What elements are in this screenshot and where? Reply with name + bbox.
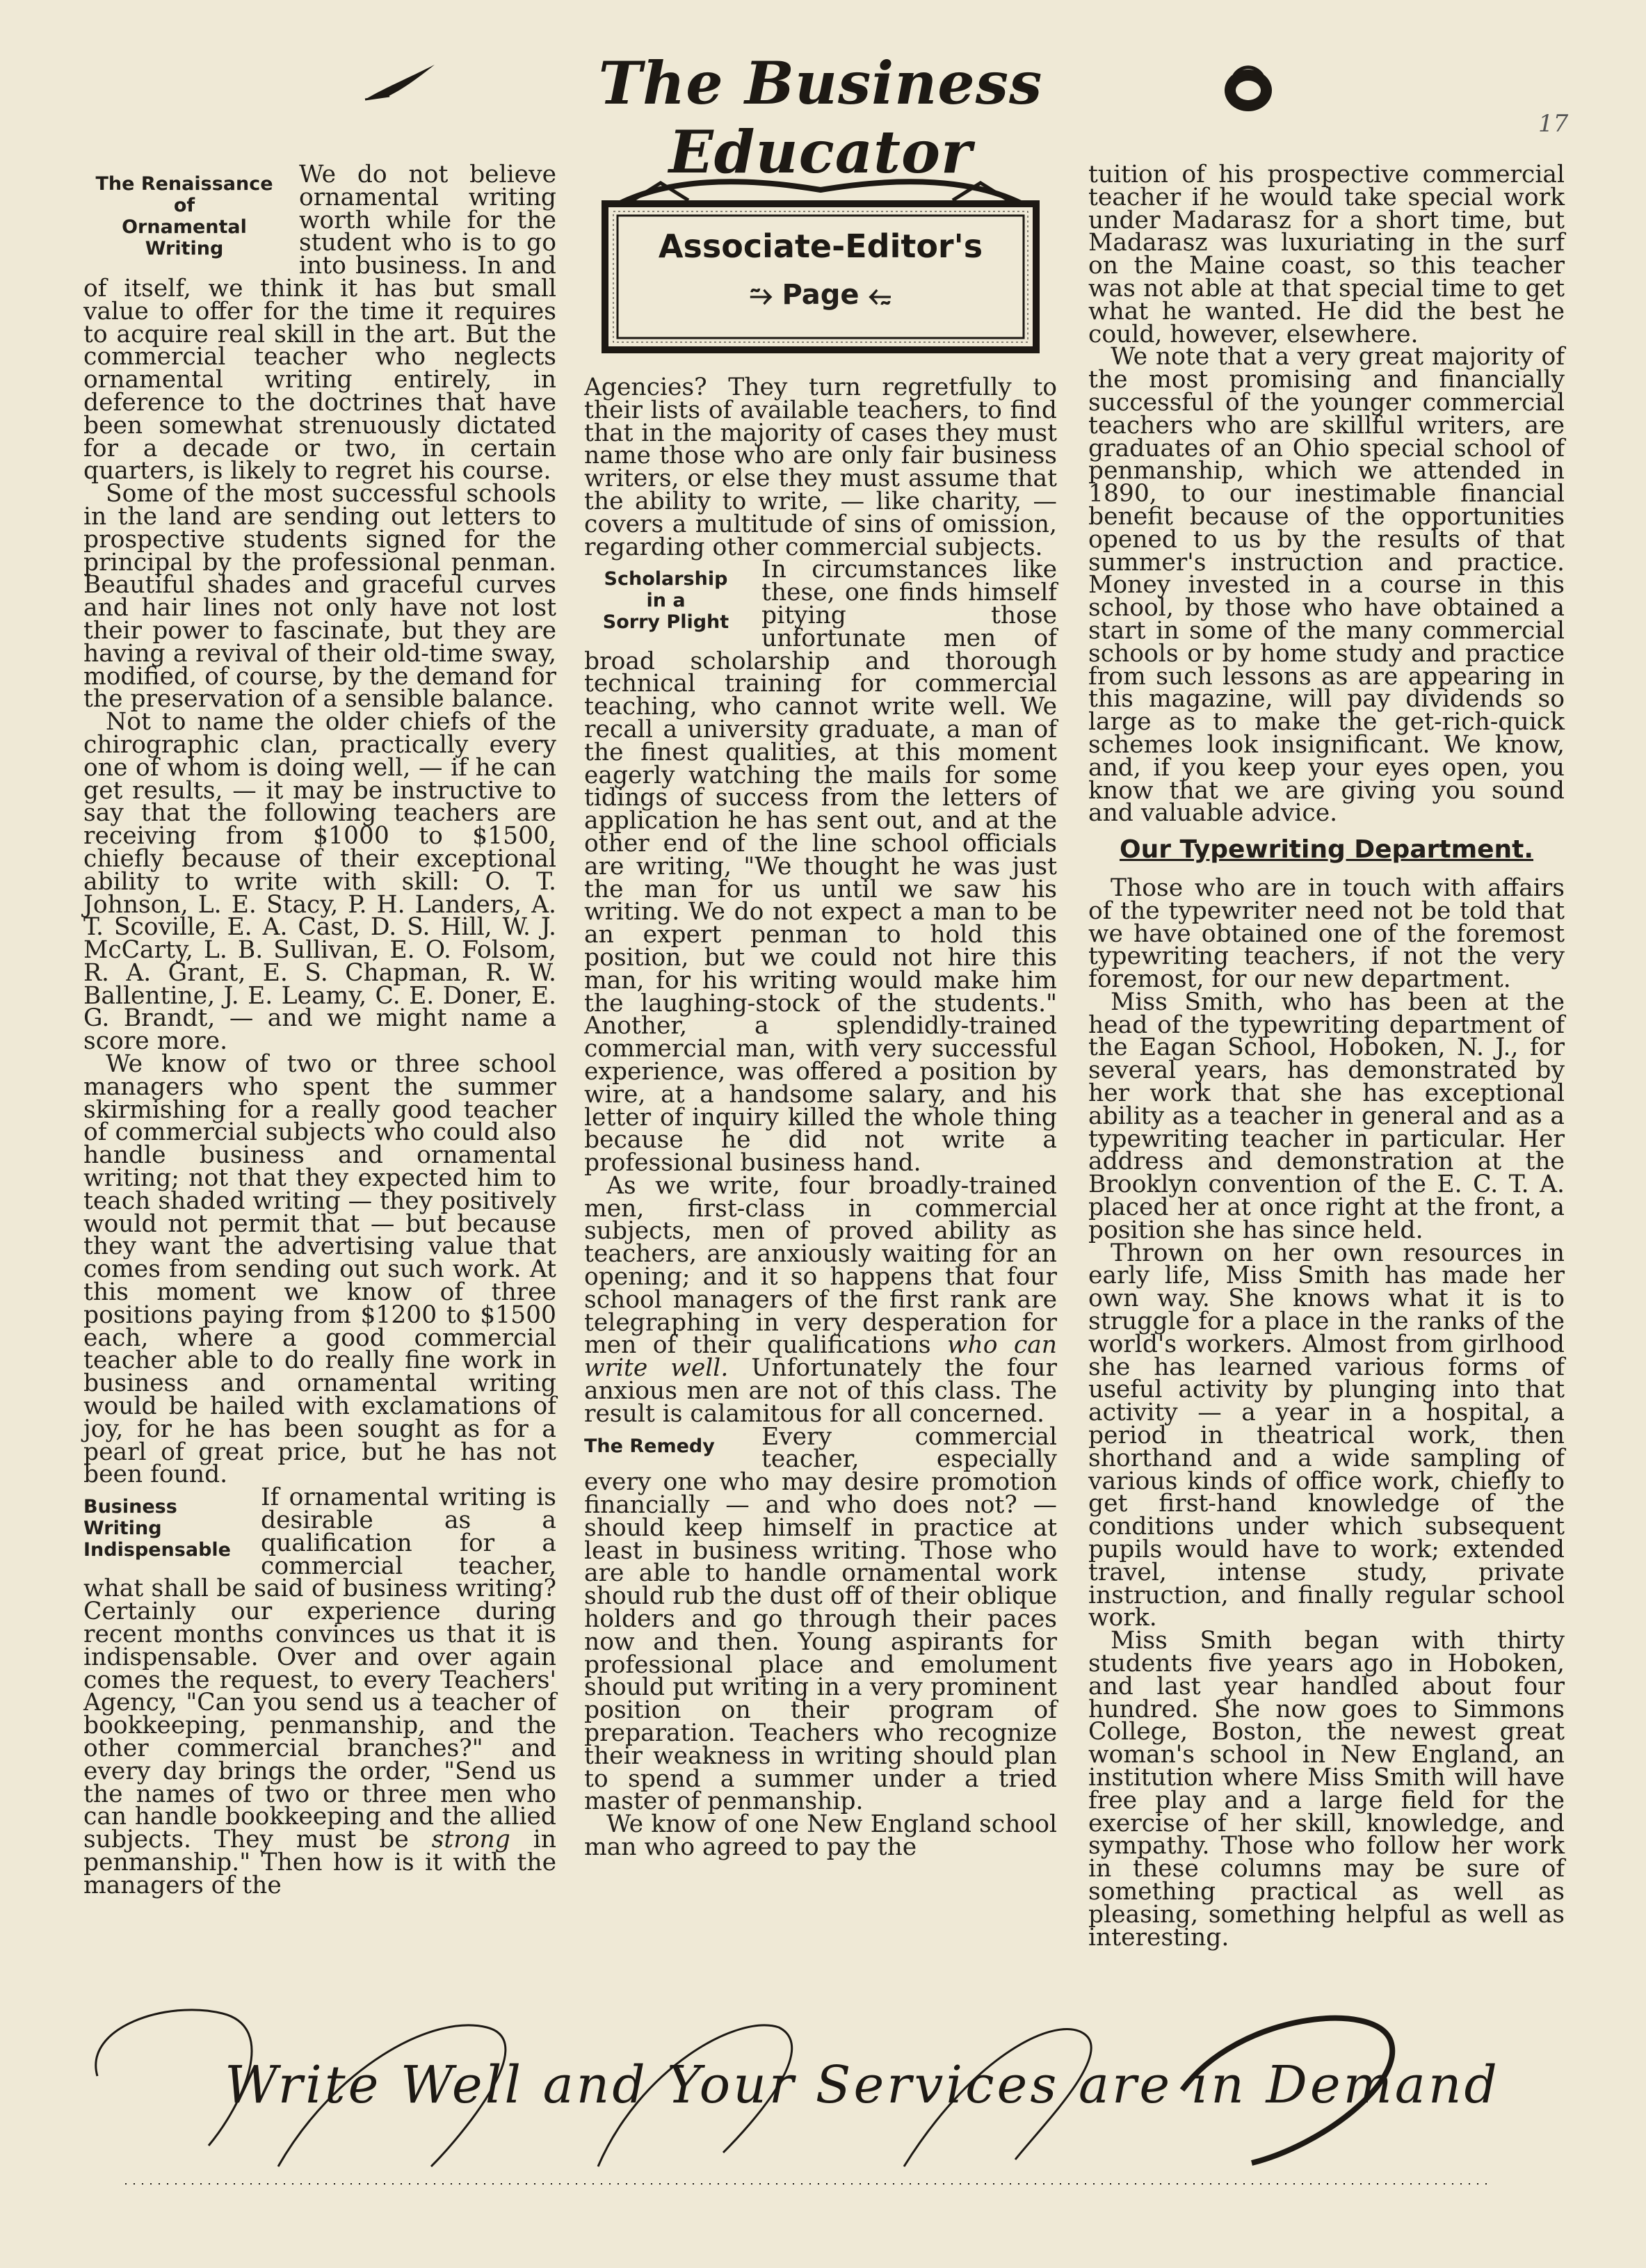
paragraph: We know of one New England school man who agreed to pay the	[584, 1810, 1057, 1861]
sidehead-business-writing: Business Writing Indispensable	[83, 1496, 231, 1561]
column-3	[1088, 161, 1565, 1952]
page-number: 17	[1538, 110, 1569, 138]
paragraph: Some of the most successful schools in the land are sending out letters to prospective students signed for the principal by the professional penman. Beautiful shades and graceful curves and hair lines not only have not lost their power to fascinate, but they are having a revival of their old-time sway, modified, of course, by the demand for the preservation of a sensible balance.	[83, 480, 556, 714]
associate-editor-banner	[598, 172, 1043, 357]
paragraph: As we write, four broadly-trained men, first-class in commercial subjects, men of proved ability as teachers, are anxiously waiting for an opening; and it so happens that four school managers of the first rank are telegraphing in very desperation for men of their qualifications who can write well. Unfortunately the four anxious men are not of this class. The result is calamitous for all concerned.	[584, 1171, 1058, 1428]
paragraph: Those who are in touch with affairs of the typewriter need not be told that we have obtained one of the foremost typewriting teachers, if not the very foremost, for our new department.	[1088, 874, 1565, 994]
masthead-title: The Business Educator	[598, 49, 1043, 186]
paragraph: tuition of his prospective commercial teacher if he would take special work under Madarasz for a short time, but Madarasz was luxuriating in the surf on the Maine coast, so this teacher was not able at that special time to get what he wanted. He did the best he could, however, elsewhere.	[1088, 161, 1565, 348]
footer-motto: Write Well and Your Services are in Demand	[225, 2055, 1500, 2115]
quill-pen-icon	[362, 61, 438, 103]
paragraph: Miss Smith began with thirty students five years ago in Hoboken, and last year handled about four hundred. She now goes to Simmons College, Boston, the newest great woman's school in New England, an institution where Miss Smith will have free play and a large field for the exercise of her skill, knowledge, and sympathy. Those who follow her work in these columns may be sure of something practical as well as pleasing, something helpful as well as interesting.	[1088, 1627, 1565, 1952]
section-title-typewriting: Our Typewriting Department.	[1119, 835, 1534, 864]
sidehead-renaissance: The Renaissance of Ornamental Writing	[95, 173, 273, 259]
banner-subtitle: ⥲ Page ⥳	[750, 279, 891, 311]
column-2	[584, 172, 1057, 1859]
ornament-right-icon: ⥳	[859, 279, 891, 311]
paragraph: We do not believe ornamental writing worth while for the student who is to go into business. In and of itself, we think it has but small value to offer for the time it requires to acquire real skill in the art. But the commercial teacher who neglects ornamental writing entirely, in deference to the doctrines that have been somewhat strenuously dictated for a decade or two, in certain quarters, is likely to regret his course.	[83, 161, 556, 485]
sidehead-remedy: The Remedy	[584, 1435, 715, 1457]
sidehead-scholarship: Scholarship in a Sorry Plight	[602, 568, 729, 634]
paragraph: If ornamental writing is desirable as a qualification for a commercial teacher, what shall be said of business writing? Certainly our experience during recent months convinces us that it is indispensable. Over and over again comes the request, to every Teachers' Agency, "Can you send us a teacher of bookkeeping, penmanship, and the other commercial branches?" and every day brings the order, "Send us the names of two or three men who can handle bookkeeping and the allied subjects. They must be strong in penmanship." Then how is it with the managers of the	[83, 1483, 557, 1899]
banner-title: Associate-Editor's	[658, 227, 983, 265]
paragraph: Agencies? They turn regretfully to their lists of available teachers, to find that in the majority of cases they must name those who are only fair business writers, or else they must assume that the ability to write, — like charity, — covers a multitude of sins of omission, regarding other commercial subjects.	[584, 373, 1057, 561]
column-1	[83, 163, 556, 1897]
ornament-left-icon: ⥲	[750, 279, 782, 311]
emblem-icon	[1220, 61, 1276, 117]
paragraph: Every commercial teacher, especially every one who may desire promotion financially — and who does not? — should keep himself in practice at least in business writing. Those who are able to handle ornamental work should rub the dust off of their oblique holders and go through their paces now and then. Young aspirants for professional place and emolument should put writing in a very prominent position on their program of preparation. Teachers who recognize their weakness in writing should plan to spend a summer under a tried master of penmanship.	[584, 1422, 1057, 1816]
page-header	[0, 49, 1646, 186]
paragraph: We note that a very great majority of the most promising and financially successful of the younger commercial teachers who are skillful writers, are graduates of an Ohio special school of penmanship, which we attended in 1890, to our inestimable financial benefit because of the opportunities opened to us by the results of that summer's instruction and practice. Money invested in a course in this school, by those who have obtained a start in some of the many commercial schools or by home study and practice from such lessons as are appearing in this magazine, will pay dividends so large as to make the get-rich-quick schemes look insignificant. We know, and, if you keep your eyes open, you know that we are giving you sound and valuable advice.	[1088, 343, 1565, 828]
paragraph: Thrown on her own resources in early life, Miss Smith has made her own way. She knows what it is to struggle for a place in the ranks of the world's workers. Almost from girlhood she has learned various forms of useful activity by plunging into that activity — a year in a hospital, a period in theatrical work, then shorthand and a wide sampling of various kinds of office work, chiefly to get first-hand knowledge of the conditions under which subsequent pupils would have to work; extended travel, intense study, private instruction, and finally regular school work.	[1088, 1239, 1565, 1632]
paragraph: Not to name the older chiefs of the chirographic clan, practically every one of whom is doing well, — if he can get results, — it may be instructive to say that the following teachers are receiving from $1000 to $1500, chiefly because of their exceptional ability to write with skill: O. T. Johnson, L. E. Stacy, P. H. Landers, A. T. Scoville, E. A. Cast, D. S. Hill, W. J. McCarty, L. B. Sullivan, E. O. Folsom, R. A. Grant, E. S. Chapman, R. W. Ballentine, J. E. Leamy, C. E. Doner, E. G. Brandt, — and we might name a score more.	[83, 708, 556, 1056]
paragraph: We know of two or three school managers who spent the summer skirmishing for a really good teacher of commercial subjects who could also handle business and ornamental writing; not that they expected him to teach shaded writing — they positively would not permit that — but because they want the advertising value that comes from sending out such work. At this moment we know of three positions paying from $1200 to $1500 each, where a good commercial teacher able to do really fine work in business and ornamental writing would be hailed with exclamations of joy, for he has been sought as for a pearl of great price, but he has not been found.	[83, 1050, 556, 1489]
paragraph: In circumstances like these, one finds himself pitying those unfortunate men of broad scholarship and thorough technical training for commercial teaching, who cannot write well. We recall a university graduate, a man of the finest qualities, at this moment eagerly watching the mails for some tidings of success from the letters of application he has sent out, and at the other end of the line school officials are writing, "We thought he was just the man for us until we saw his writing. We do not expect a man to be an expert penman to hold this position, but we could not hire this man, for his writing would make him the laughing-stock of the students." Another, a splendidly-trained commercial man, with very successful experience, was offered a position by wire, at a handsome salary, and his letter of inquiry killed the whole thing because he did not write a professional business hand.	[584, 556, 1057, 1177]
paragraph: Miss Smith, who has been at the head of the typewriting department of the Eagan School, Hoboken, N. J., for several years, has demonstrated by her work that she has exceptional ability as a teacher in general and as a typewriting teacher in particular. Her address and demonstration at the Brooklyn convention of the E. C. T. A. placed her at once right at the front, a position she has since held.	[1088, 988, 1565, 1244]
